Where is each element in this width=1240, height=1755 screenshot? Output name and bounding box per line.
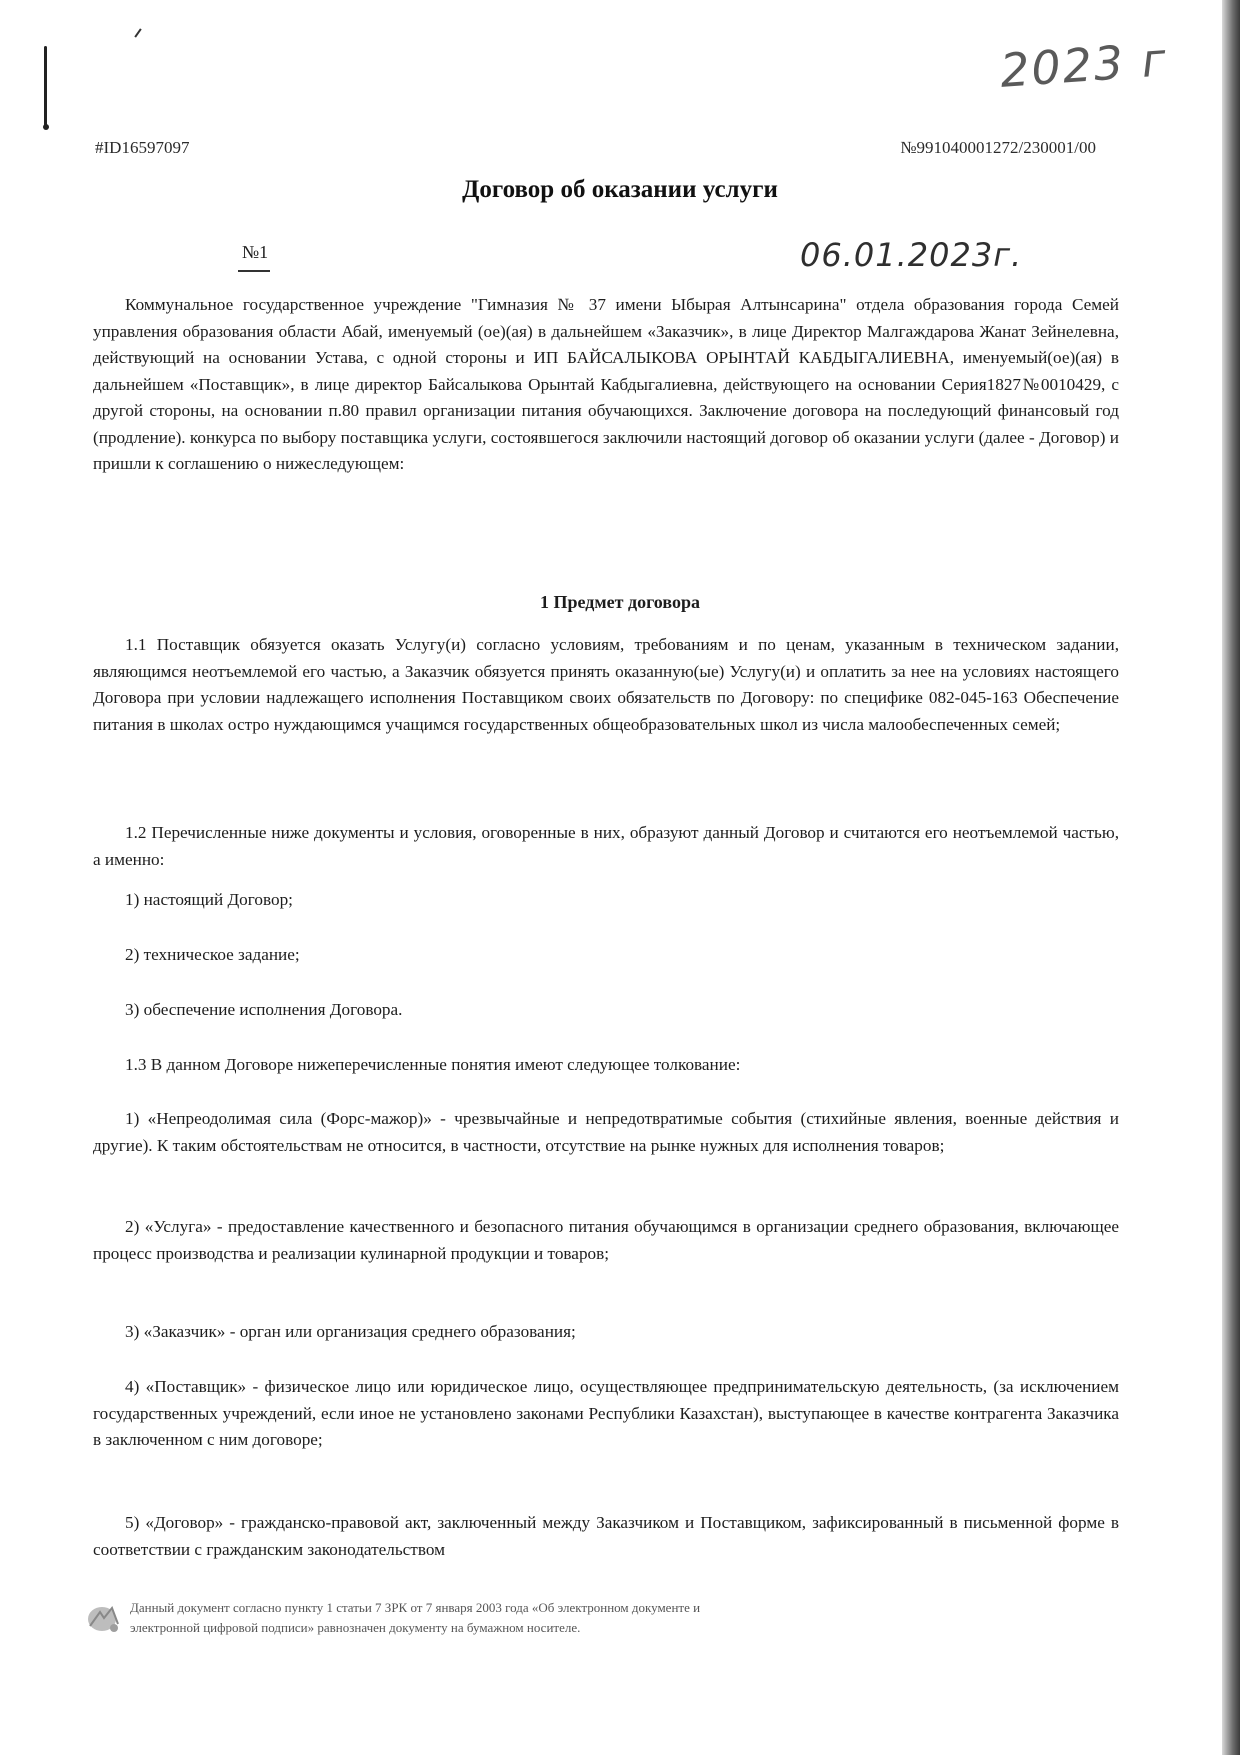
definition-customer: 3) «Заказчик» - орган или организация среднего образования; xyxy=(125,1322,576,1341)
contract-number: №1 xyxy=(242,242,269,262)
page-title: Договор об оказании услуги xyxy=(462,176,778,203)
pen-tick xyxy=(134,28,141,37)
footnote-line: Данный документ согласно пункту 1 статьи 7 ЗРК от 7 января 2003 года «Об электронном документе и xyxy=(130,1600,701,1615)
footnote-line: электронной цифровой подписи» равнозначен документу на бумажном носителе. xyxy=(130,1620,581,1635)
margin-mark xyxy=(44,46,47,128)
intro-paragraph: Коммунальное государственное учреждение "Гимназия № 37 имени Ыбырая Алтынсарина" отдела образования города Семей управления образования области Абай, именуемый (ое)(ая) в дальнейшем «Заказчик», в лице Директор Малгаждарова Жанат Зейнелевна, действующий на основании Устава, с одной стороны и ИП БАЙСАЛЫКОВА ОРЫНТАЙ КАБДЫГАЛИЕВНА, именуемый(ое)(ая) в дальнейшем «Поставщик», в лице директор Байсалыкова Орынтай Кабдыгалиевна, действующего на основании Серия1827№0010429, с другой стороны, на основании п.80 правил организации питания обучающихся. Заключение договора на последующий финансовый год (продление). конкурса по выбору поставщика услуги, состоявшегося заключили настоящий договор об оказании услуги (далее - Договор) и пришли к соглашению о нижеследующем: xyxy=(93,295,1119,473)
clause-1-3: 1.3 В данном Договоре нижеперечисленные понятия имеют следующее толкование: xyxy=(125,1055,741,1074)
legal-footnote xyxy=(130,1598,1080,1638)
scan-edge xyxy=(1222,0,1240,1755)
document-number: №991040001272/230001/00 xyxy=(900,138,1096,157)
definition-force-majeure: 1) «Непреодолимая сила (Форс-мажор)» - чрезвычайные и непредотвратимые события (стихийные явления, военные действия и другие). К таким обстоятельствам не относится, в частности, отсутствие на рынке нужных для исполнения товаров; xyxy=(93,1109,1119,1155)
document-id: #ID16597097 xyxy=(95,138,190,157)
definition-service: 2) «Услуга» - предоставление качественного и безопасного питания обучающимся в организации среднего образования, включающее процесс производства и реализации кулинарной продукции и товаров; xyxy=(93,1217,1119,1263)
list-item: 1) настоящий Договор; xyxy=(125,890,293,909)
contract-number-underline xyxy=(238,270,270,272)
e-signature-icon xyxy=(84,1602,124,1634)
handwritten-year: 2023 г xyxy=(998,32,1170,98)
margin-dot xyxy=(43,124,49,130)
clause-1-1: 1.1 Поставщик обязуется оказать Услугу(и) согласно условиям, требованиям и по ценам, указанным в техническом задании, являющимся неотъемлемой его частью, а Заказчик обязуется принять оказанную(ые) Услугу(и) и оплатить за нее на условиях настоящего Договора при условии надлежащего исполнения Поставщиком своих обязательств по Договору: по специфике 082-045-163 Обеспечение питания в школах остро нуждающимся учащимся государственных общеобразовательных школ из числа малообеспеченных семей; xyxy=(93,635,1119,734)
clause-1-2: 1.2 Перечисленные ниже документы и условия, оговоренные в них, образуют данный Договор и считаются его неотъемлемой частью, а именно: xyxy=(93,823,1119,869)
list-item: 3) обеспечение исполнения Договора. xyxy=(125,1000,403,1019)
definition-contract: 5) «Договор» - гражданско-правовой акт, заключенный между Заказчиком и Поставщиком, зафиксированный в письменной форме в соответствии с гражданским законодательством xyxy=(93,1513,1119,1559)
section-heading: 1 Предмет договора xyxy=(540,592,700,612)
definition-supplier: 4) «Поставщик» - физическое лицо или юридическое лицо, осуществляющее предпринимательскую деятельность, (за исключением государственных учреждений, если иное не установлено законами Республики Казахстан), выступающее в качестве контрагента Заказчика в заключенном с ним договоре; xyxy=(93,1377,1119,1449)
list-item: 2) техническое задание; xyxy=(125,945,300,964)
handwritten-date: 06.01.2023г. xyxy=(800,236,1023,274)
